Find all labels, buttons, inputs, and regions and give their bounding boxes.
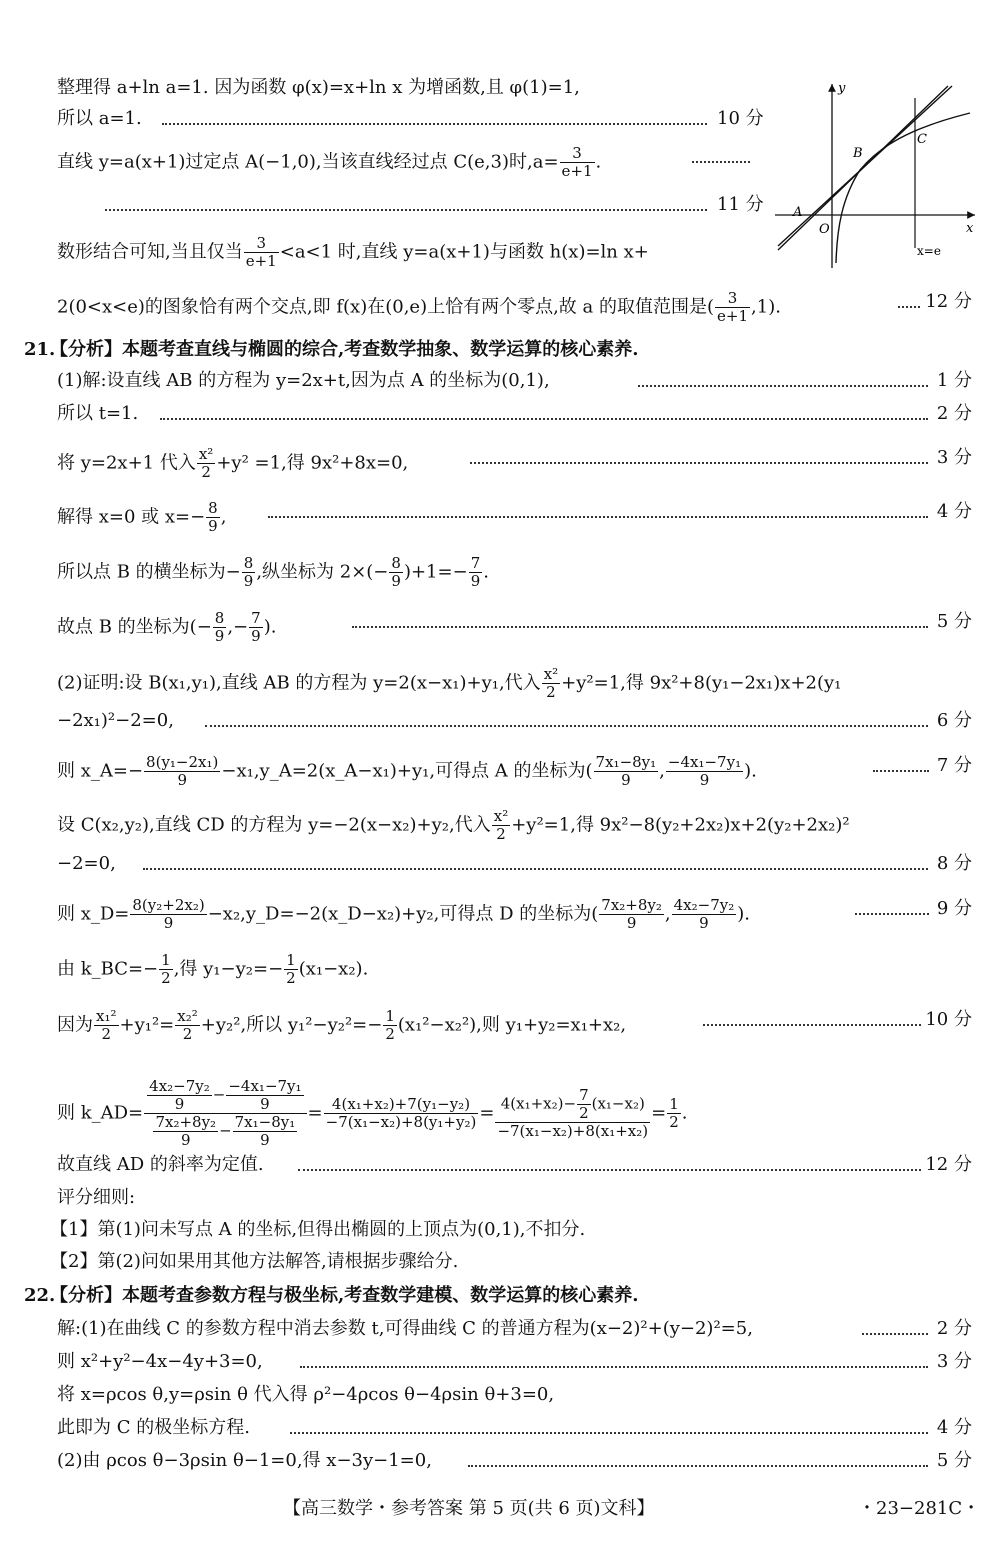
score: 5 分 — [936, 1450, 972, 1471]
score: 12 分 — [925, 291, 972, 312]
text-line: 由 k_BC=− $\frac{1}{2}$ ,得 y₁−y₂=− $\frac{1}{2}$ (x₁−x₂). — [57, 951, 369, 987]
leader-dots — [105, 209, 707, 211]
footer-title: 【高三数学・参考答案 第 5 页(共 6 页)文科】 — [283, 1498, 655, 1519]
text-line: 解得 x=0 或 x=− $\frac{8}{9}$ , — [57, 499, 227, 535]
score: 12 分 — [925, 1154, 972, 1175]
score: 8 分 — [936, 853, 972, 874]
text-line: 数形结合可知,当且仅当 $\frac{3}{e+1}$ <a<1 时,直线 y=a(x+1)与函数 h(x)=ln x+ — [57, 234, 649, 270]
fraction: $\frac{3}{e+1}$ — [717, 289, 749, 325]
text-line: 此即为 C 的极坐标方程. — [57, 1417, 250, 1438]
svg-text:x: x — [966, 221, 974, 236]
text-line: (1)解:设直线 AB 的方程为 y=2x+t,因为点 A 的坐标为(0,1), — [57, 370, 550, 391]
text-line: (2)由 ρcos θ−3ρsin θ−1=0,得 x−3y−1=0, — [57, 1450, 432, 1471]
function-graph — [770, 78, 980, 278]
leader-dots — [298, 1169, 921, 1171]
score: 9 分 — [936, 898, 972, 919]
leader-dots — [160, 418, 928, 420]
question-number: 22. — [24, 1285, 56, 1306]
compound-fraction: $\frac{\text{4x₂−7y₂}}{9}$ − $\frac{\text{−4x₁−7y₁}}{9}$ $\frac{\text{7x₂+8y₂}}{9}$ − $\frac{\text{7x₁−8y₁}}{9}$ — [144, 1078, 306, 1149]
score: 7 分 — [936, 755, 972, 776]
score: 2 分 — [936, 1318, 972, 1339]
leader-dots — [143, 868, 928, 870]
score: 11 分 — [717, 194, 764, 215]
text-line: −2=0, — [57, 853, 116, 874]
text-line: 将 y=2x+1 代入 $\frac{\text{x²}}{2}$ +y² =1,得 9x²+8x=0, — [57, 445, 409, 481]
leader-dots — [162, 123, 707, 125]
leader-dots — [692, 161, 750, 163]
text-line: 则 k_AD= $\frac{\text{4x₂−7y₂}}{9}$ − $\frac{\text{−4x₁−7y₁}}{9}$ $\frac{\text{7x₂+8y₂}}{9}$ − $\frac{\text{7x₁−8y₁}}{9}$ = $\frac{\text{4(x₁+x₂)+7(y₁−y₂)}}{\text{−7(x₁−x₂)+8(y₁+y₂)}}$ = 4(x₁+x₂)− $\frac{7}{2}$ (x₁−x₂) −7(x₁−x₂)+8(x₁+x₂) = $\frac{1}{2}$ . — [57, 1077, 688, 1149]
rule-2: 【2】第(2)问如果用其他方法解答,请根据步骤给分. — [50, 1251, 459, 1272]
svg-text:x=e: x=e — [917, 244, 941, 258]
text-line: (2)证明:设 B(x₁,y₁),直线 AB 的方程为 y=2(x−x₁)+y₁,代入 $\frac{\text{x²}}{2}$ +y²=1,得 9x²+8(y₁−2x₁)x+2(y₁ — [57, 665, 842, 701]
score: 5 分 — [936, 611, 972, 632]
leader-dots — [638, 385, 928, 387]
score: 6 分 — [936, 710, 972, 731]
text-line: 将 x=ρcos θ,y=ρsin θ 代入得 ρ²−4ρcos θ−4ρsin θ+3=0, — [57, 1384, 555, 1405]
score: 10 分 — [717, 108, 764, 129]
leader-dots — [300, 1366, 928, 1368]
svg-text:O: O — [819, 222, 830, 237]
question-heading: 【分析】本题考查参数方程与极坐标,考查数学建模、数学运算的核心素养. — [50, 1285, 639, 1306]
text-line: 整理得 a+ln a=1. 因为函数 φ(x)=x+ln x 为增函数,且 φ(1)=1, — [57, 77, 580, 98]
leader-dots — [205, 725, 928, 727]
text-line: 因为 $\frac{\text{x₁²}}{2}$ +y₁²= $\frac{\text{x₂²}}{2}$ +y₂²,所以 y₁²−y₂²=− $\frac{1}{2}$ (x₁²−x₂²),则 y₁+y₂=x₁+x₂, — [57, 1007, 627, 1043]
text-line: 则 x²+y²−4x−4y+3=0, — [57, 1351, 263, 1372]
leader-dots — [855, 913, 929, 915]
svg-text:C: C — [917, 132, 927, 147]
leader-dots — [468, 1465, 928, 1467]
score: 2 分 — [936, 403, 972, 424]
text-line: 则 x_D= $\frac{\text{8(y₂+2x₂)}}{9}$ −x₂,y_D=−2(x_D−x₂)+y₂,可得点 D 的坐标为( $\frac{\text{7x₂+8y₂}}{9}$ , $\frac{\text{4x₂−7y₂}}{9}$ ). — [57, 896, 751, 932]
score: 4 分 — [936, 501, 972, 522]
text-line: 所以 t=1. — [57, 403, 139, 424]
leader-dots — [703, 1024, 921, 1026]
leader-dots — [898, 306, 920, 308]
leader-dots — [352, 626, 928, 628]
question-heading: 【分析】本题考查直线与椭圆的综合,考查数学抽象、数学运算的核心素养. — [50, 339, 639, 360]
fraction: $\frac{3}{e+1}$ — [245, 234, 277, 270]
text-line: 故点 B 的坐标为(− $\frac{8}{9}$ ,− $\frac{7}{9}$ ). — [57, 609, 277, 645]
score: 4 分 — [936, 1417, 972, 1438]
leader-dots — [470, 462, 928, 464]
line-through-b — [778, 86, 952, 246]
score: 3 分 — [936, 447, 972, 468]
text-line: 所以 a=1. — [57, 108, 142, 129]
leader-dots — [862, 1333, 928, 1335]
log-curve — [836, 113, 970, 263]
score: 1 分 — [936, 370, 972, 391]
leader-dots — [873, 770, 929, 772]
fraction: $\frac{3}{e+1}$ — [561, 144, 593, 180]
question-number: 21. — [24, 339, 56, 360]
text-line: 所以点 B 的横坐标为− $\frac{8}{9}$ ,纵坐标为 2×(− $\frac{8}{9}$ )+1=− $\frac{7}{9}$ . — [57, 554, 489, 590]
text-line: 解:(1)在曲线 C 的参数方程中消去参数 t,可得曲线 C 的普通方程为(x−2)²+(y−2)²=5, — [57, 1318, 753, 1339]
text-line: 则 x_A=− $\frac{\text{8(y₁−2x₁)}}{9}$ −x₁,y_A=2(x_A−x₁)+y₁,可得点 A 的坐标为( $\frac{\text{7x₁−8y₁}}{9}$ , $\frac{\text{−4x₁−7y₁}}{9}$ ). — [57, 753, 757, 789]
leader-dots — [268, 516, 928, 518]
leader-dots — [290, 1432, 928, 1434]
text-line: 故直线 AD 的斜率为定值. — [57, 1154, 264, 1175]
rules-heading: 评分细则: — [57, 1187, 136, 1208]
rule-1: 【1】第(1)问未写点 A 的坐标,但得出椭圆的上顶点为(0,1),不扣分. — [50, 1219, 586, 1240]
score: 10 分 — [925, 1009, 972, 1030]
svg-text:A: A — [793, 205, 803, 220]
svg-text:y: y — [838, 81, 846, 96]
text-line: 直线 y=a(x+1)过定点 A(−1,0),当该直线经过点 C(e,3)时,a= $\frac{3}{e+1}$ . — [57, 144, 602, 180]
footer-code: ・23−281C・ — [858, 1498, 981, 1519]
text-line: −2x₁)²−2=0, — [57, 710, 174, 731]
score: 3 分 — [936, 1351, 972, 1372]
text-line: 设 C(x₂,y₂),直线 CD 的方程为 y=−2(x−x₂)+y₂,代入 $\frac{\text{x²}}{2}$ +y²=1,得 9x²−8(y₂+2x₂)x+2(y₂+2x₂)² — [57, 807, 850, 843]
svg-text:B: B — [853, 146, 863, 161]
text-line: 2(0<x<e)的图象恰有两个交点,即 f(x)在(0,e)上恰有两个零点,故 a 的取值范围是( $\frac{3}{e+1}$ ,1). — [57, 289, 781, 325]
